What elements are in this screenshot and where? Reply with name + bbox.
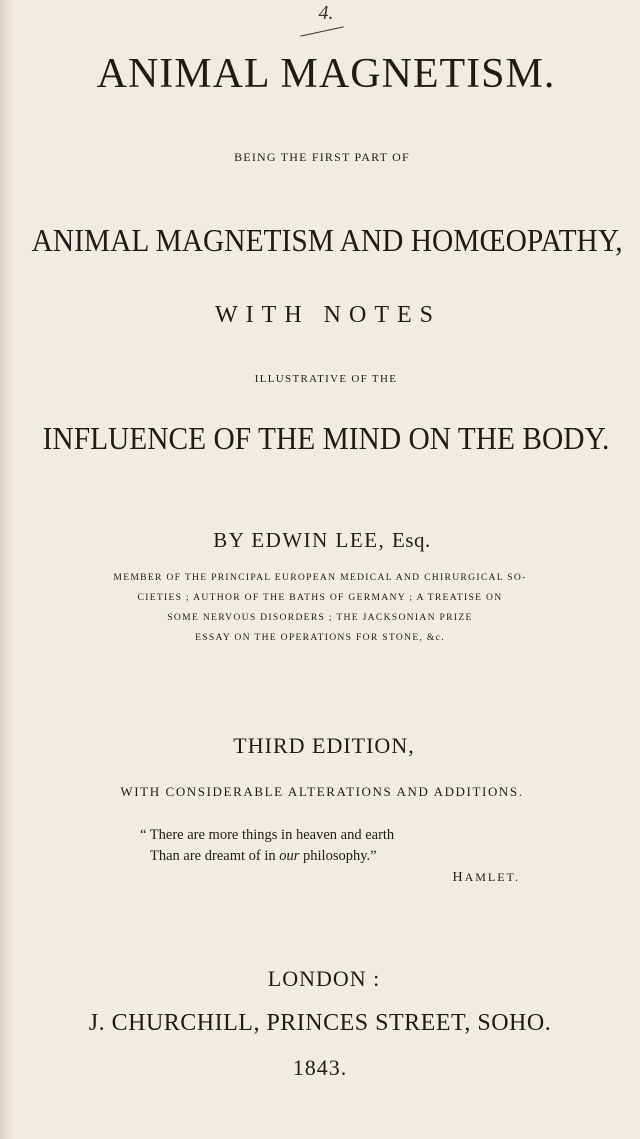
imprint-city: LONDON : <box>267 966 381 991</box>
epigraph-text: Than are dreamt of in <box>150 848 280 864</box>
author-name: BY EDWIN LEE, <box>213 528 386 552</box>
credentials-line: SOME NERVOUS DISORDERS ; THE JACKSONIAN PRIZE <box>167 612 473 623</box>
imprint-year: 1843. <box>292 1055 348 1080</box>
secondary-title: ANIMAL MAGNETISM AND HOMŒOPATHY, <box>31 222 623 258</box>
imprint-publisher: J. CHURCHILL, PRINCES STREET, SOHO. <box>88 1010 552 1036</box>
main-title: ANIMAL MAGNETISM. <box>96 51 556 97</box>
credentials-line: CIETIES ; AUTHOR OF THE BATHS OF GERMANY ; A TREATISE ON <box>137 592 503 603</box>
epigraph-line-1: “ There are more things in heaven and earth <box>140 827 395 843</box>
edition-heading: THIRD EDITION, <box>233 733 415 758</box>
credentials-line: ESSAY ON THE OPERATIONS FOR STONE, &c. <box>195 632 445 643</box>
handwritten-underline <box>300 26 343 36</box>
epigraph-emphasis: our <box>279 848 300 864</box>
with-notes-heading: WITH NOTES <box>215 302 441 328</box>
credentials-line: MEMBER OF THE PRINCIPAL EUROPEAN MEDICAL AND CHIRURGICAL SO- <box>113 572 527 583</box>
epigraph-line-2 <box>140 846 520 867</box>
epigraph-attribution <box>452 867 520 888</box>
epigraph-text: philosophy.” <box>299 848 377 864</box>
epigraph <box>140 825 520 885</box>
handwritten-shelf-mark: 4. <box>318 2 334 24</box>
author-suffix: Esq. <box>392 528 431 552</box>
author-byline <box>2 528 640 553</box>
attribution-initial: H <box>452 870 465 885</box>
subtitle-intro: BEING THE FIRST PART OF <box>234 150 410 164</box>
attribution-rest: AMLET. <box>464 870 520 884</box>
alterations-line: WITH CONSIDERABLE ALTERATIONS AND ADDITIONS. <box>120 784 524 799</box>
illustrative-line: ILLUSTRATIVE OF THE <box>254 373 398 385</box>
influence-title: INFLUENCE OF THE MIND ON THE BODY. <box>42 420 610 456</box>
author-credentials <box>0 568 640 648</box>
